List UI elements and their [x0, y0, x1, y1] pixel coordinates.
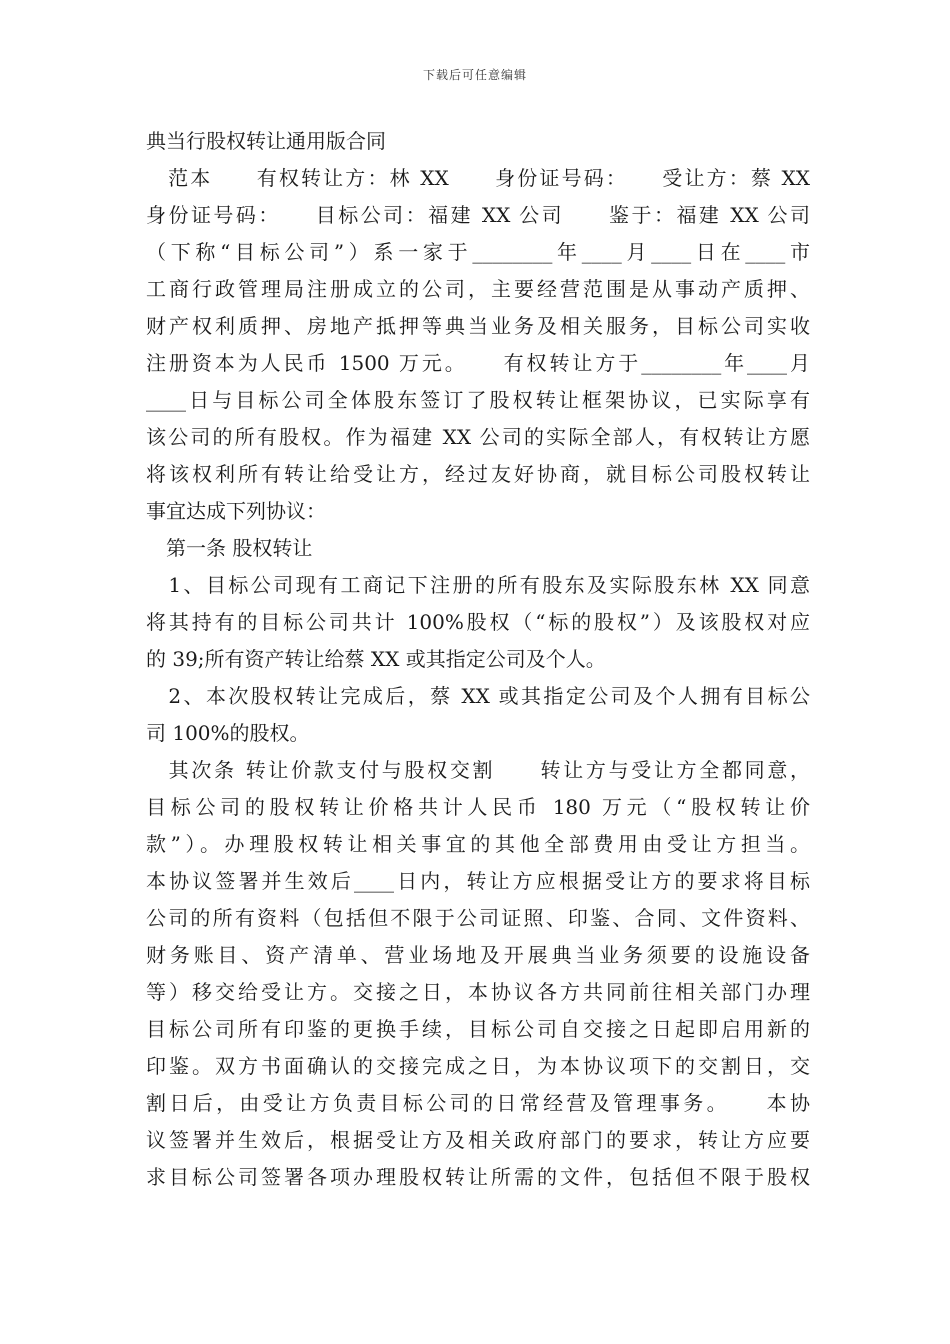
document-lines [146, 160, 810, 1196]
text-line: 注册资本为人民币 1500 万元。 有权转让方于________年____月 [146, 351, 810, 375]
text-line: ____日与目标公司全体股东签订了股权转让框架协议，已实际享有 [146, 388, 810, 412]
text-line: 本协议签署并生效后____日内，转让方应根据受让方的要求将目标 [146, 869, 810, 893]
text-line: 割日后，由受让方负责目标公司的日常经营及管理事务。 本协 [146, 1091, 810, 1115]
text-line: 财产权利质押、房地产抵押等典当业务及相关服务，目标公司实收 [146, 314, 810, 338]
text-line: 事宜达成下列协议： [146, 499, 326, 523]
text-line: 身份证号码： 目标公司：福建 XX 公司 鉴于：福建 XX 公司 [146, 203, 810, 227]
text-line: 的 39;所有资产转让给蔡 XX 或其指定公司及个人。 [146, 647, 606, 671]
text-line: 1、目标公司现有工商记下注册的所有股东及实际股东林 XX 同意 [146, 573, 810, 597]
text-line: 等）移交给受让方。交接之日，本协议各方共同前往相关部门办理 [146, 980, 810, 1004]
text-line: 范本 有权转让方：林 XX 身份证号码： 受让方：蔡 XX [146, 166, 810, 190]
document-title: 典当行股权转让通用版合同 [146, 129, 386, 153]
text-line: 第一条 股权转让 [146, 536, 313, 560]
text-line: 公司的所有资料（包括但不限于公司证照、印鉴、合同、文件资料、 [146, 906, 810, 930]
text-line: （下称“目标公司”）系一家于________年____月____日在____市 [146, 240, 810, 264]
text-line: 将其持有的目标公司共计 100%股权（“标的股权”）及该股权对应 [146, 610, 810, 634]
page-header: 下载后可任意编辑 [422, 68, 527, 82]
text-line: 印鉴。双方书面确认的交接完成之日，为本协议项下的交割日，交 [146, 1054, 810, 1078]
text-line: 款”）。办理股权转让相关事宜的其他全部费用由受让方担当。 [146, 832, 810, 856]
text-line: 2、本次股权转让完成后，蔡 XX 或其指定公司及个人拥有目标公 [146, 684, 810, 708]
text-line: 该公司的所有股权。作为福建 XX 公司的实际全部人，有权转让方愿 [146, 425, 810, 449]
document-body [146, 123, 810, 1196]
text-line: 目标公司所有印鉴的更换手续，目标公司自交接之日起即启用新的 [146, 1017, 810, 1041]
text-line: 将该权利所有转让给受让方，经过友好协商，就目标公司股权转让 [146, 462, 810, 486]
text-line: 目标公司的股权转让价格共计人民币 180 万元（“股权转让价 [146, 795, 810, 819]
text-line: 其次条 转让价款支付与股权交割 转让方与受让方全都同意， [146, 758, 810, 782]
text-line: 财务账目、资产清单、营业场地及开展典当业务须要的设施设备 [146, 943, 810, 967]
text-line: 工商行政管理局注册成立的公司，主要经营范围是从事动产质押、 [146, 277, 810, 301]
text-line: 司 100%的股权。 [146, 721, 310, 745]
text-line: 求目标公司签署各项办理股权转让所需的文件，包括但不限于股权 [146, 1165, 810, 1189]
text-line: 议签署并生效后，根据受让方及相关政府部门的要求，转让方应要 [146, 1128, 810, 1152]
